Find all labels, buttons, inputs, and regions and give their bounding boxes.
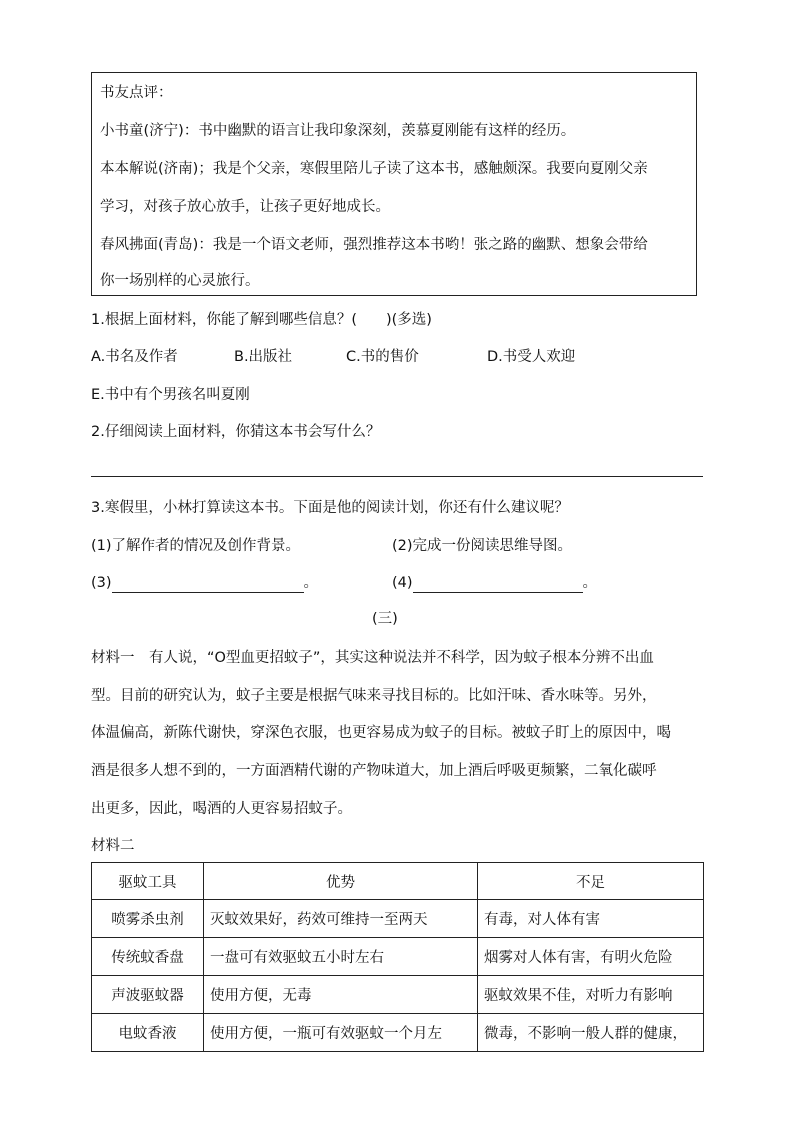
table-cell: 有毒，对人体有害	[478, 900, 704, 938]
q1-option-e: E.书中有个男孩名叫夏刚	[91, 387, 250, 403]
table-cell: 一盘可有效驱蚊五小时左右	[204, 938, 478, 976]
table-row	[92, 938, 704, 976]
plan-item-4-blank[interactable]	[413, 576, 583, 593]
section-title: (三)	[372, 611, 398, 627]
table-cell: 驱蚊效果不佳，对听力有影响	[478, 976, 704, 1014]
table-header-cell: 不足	[478, 863, 704, 900]
review-title: 书友点评：	[100, 85, 173, 101]
review-line: 小书童(济宁)：书中幽默的语言让我印象深刻，羡慕夏刚能有这样的经历。	[100, 123, 576, 139]
mosquito-tools-table	[91, 862, 704, 1052]
table-row	[92, 976, 704, 1014]
material2-label: 材料二	[91, 838, 135, 854]
plan-item-4-end: 。	[582, 575, 598, 591]
table-row	[92, 900, 704, 938]
table-cell: 使用方便，无毒	[204, 976, 478, 1014]
plan-item-3-prefix: (3)	[91, 575, 112, 591]
plan-item-4-prefix: (4)	[392, 575, 413, 591]
q1-option-c: C.书的售价	[346, 349, 419, 365]
q1-option-d: D.书受人欢迎	[487, 349, 576, 365]
table-cell: 电蚊香液	[92, 1014, 204, 1052]
question-2: 2.仔细阅读上面材料，你猜这本书会写什么？	[91, 424, 381, 440]
question-1: 1.根据上面材料，你能了解到哪些信息？( )(多选)	[91, 312, 432, 328]
plan-item-3-blank[interactable]	[112, 576, 304, 593]
table-row	[92, 1014, 704, 1052]
material1-line: 体温偏高，新陈代谢快，穿深色衣服，也更容易成为蚊子的目标。被蚊子盯上的原因中，喝	[91, 725, 671, 741]
q1-option-b: B.出版社	[234, 349, 293, 365]
table-header-cell: 优势	[204, 863, 478, 900]
question-3: 3.寒假里，小林打算读这本书。下面是他的阅读计划，你还有什么建议呢？	[91, 500, 569, 516]
answer-line[interactable]	[91, 476, 703, 477]
review-line: 本本解说(济南)；我是个父亲，寒假里陪儿子读了这本书，感触颇深。我要向夏刚父亲	[100, 161, 648, 177]
material1-line: 材料一 有人说，“O型血更招蚊子”，其实这种说法并不科学，因为蚊子根本分辨不出血	[91, 650, 654, 666]
table-cell: 使用方便，一瓶可有效驱蚊一个月左	[204, 1014, 478, 1052]
q1-option-a: A.书名及作者	[91, 349, 178, 365]
plan-item-3-end: 。	[303, 575, 319, 591]
review-line: 你一场别样的心灵旅行。	[100, 273, 260, 289]
review-line: 春风拂面(青岛)：我是一个语文老师，强烈推荐这本书哟！张之路的幽默、想象会带给	[100, 237, 648, 253]
material1-line: 酒是很多人想不到的，一方面酒精代谢的产物味道大，加上酒后呼吸更频繁，二氧化碳呼	[91, 763, 657, 779]
plan-item-1: (1)了解作者的情况及创作背景。	[91, 538, 301, 554]
table-header-row	[92, 863, 704, 900]
table-cell: 灭蚊效果好，药效可维持一至两天	[204, 900, 478, 938]
table-cell: 喷雾杀虫剂	[92, 900, 204, 938]
review-box	[91, 72, 697, 296]
table-cell: 烟雾对人体有害，有明火危险	[478, 938, 704, 976]
table-cell: 声波驱蚊器	[92, 976, 204, 1014]
material1-line: 出更多，因此，喝酒的人更容易招蚊子。	[91, 801, 352, 817]
plan-item-4	[392, 573, 597, 593]
table-cell: 传统蚊香盘	[92, 938, 204, 976]
table-header-cell: 驱蚊工具	[92, 863, 204, 900]
table-cell: 微毒，不影响一般人群的健康，	[478, 1014, 704, 1052]
material1-line: 型。目前的研究认为，蚊子主要是根据气味来寻找目标的。比如汗味、香水味等。另外，	[91, 688, 657, 704]
plan-item-2: (2)完成一份阅读思维导图。	[392, 538, 573, 554]
plan-item-3	[91, 573, 318, 593]
review-line: 学习，对孩子放心放手，让孩子更好地成长。	[100, 199, 390, 215]
